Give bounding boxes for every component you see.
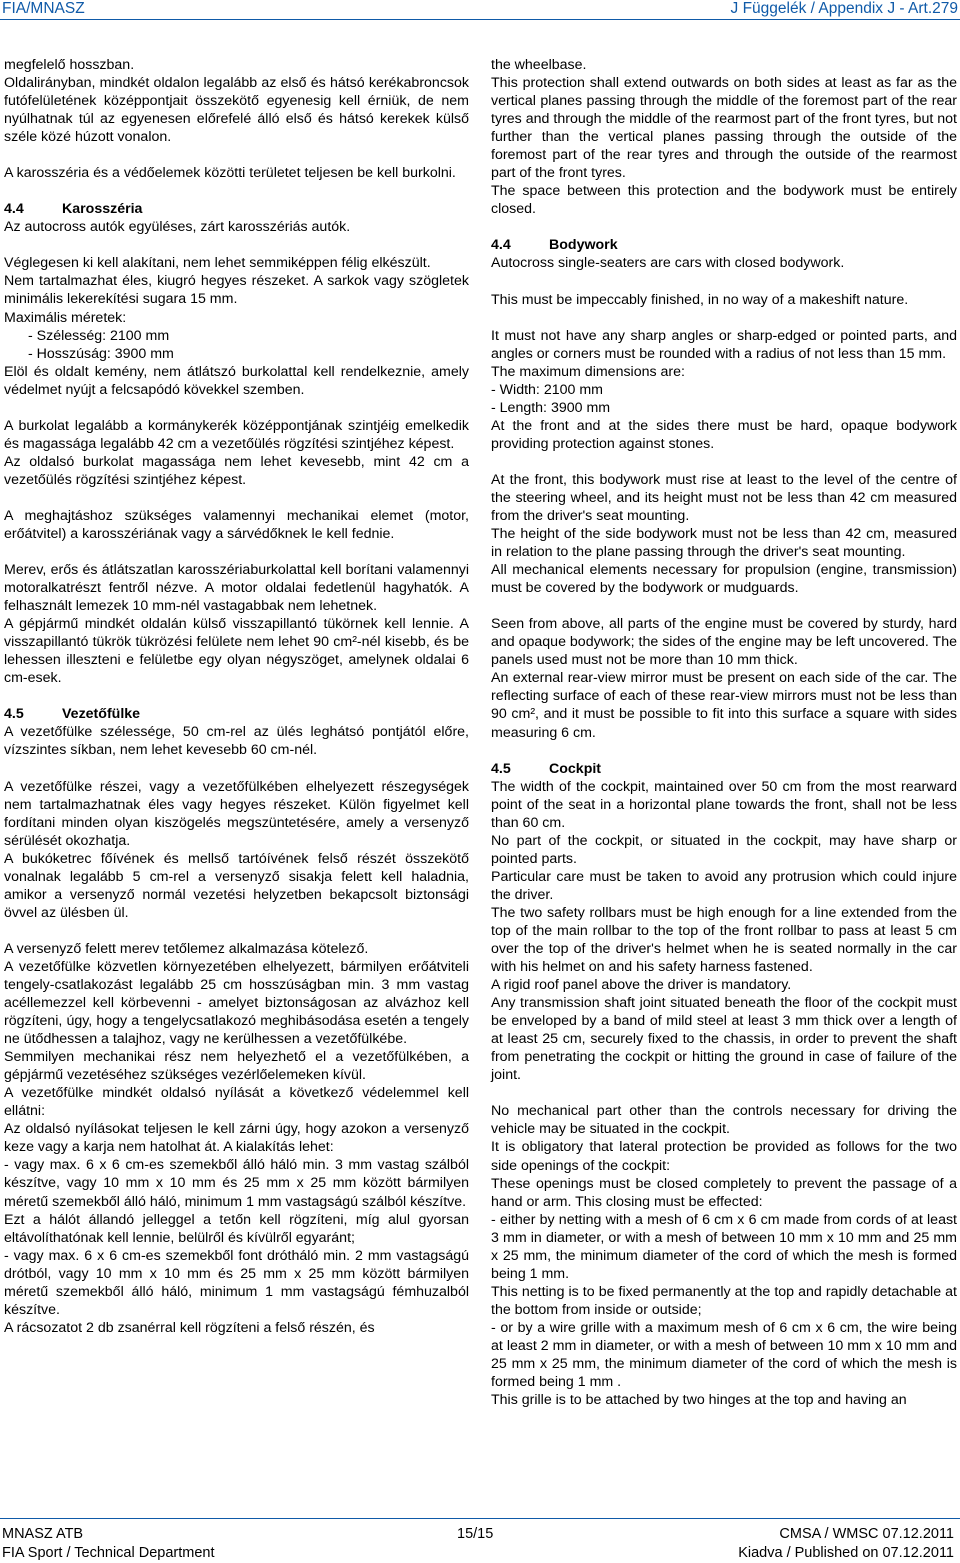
section-title: Bodywork [549, 237, 618, 254]
paragraph: No mechanical part other than the controls necessary for driving the vehicle may be situated in the cockpit. [491, 1103, 957, 1138]
paragraph: At the front and at the sides there must be hard, opaque bodywork providing protection against stones. [491, 417, 957, 452]
paragraph: This netting is to be fixed permanently at the top and rapidly detachable at the bottom from inside or outside; [491, 1283, 957, 1318]
paragraph: It must not have any sharp angles or sharp-edged or pointed parts, and angles or corners must be rounded with a radius of not less than 15 mm. [491, 327, 957, 362]
paragraph: Autocross single-seaters are cars with closed bodywork. [491, 255, 845, 272]
paragraph: - vagy max. 6 x 6 cm-es szemekből álló háló min. 3 mm vastag szálból készítve, vagy 10 mm x 10 mm és 25 mm x 25 mm között bármilyen méretű szemekből álló háló, minimum 1 mm vastagságú szálból készítve. [4, 1157, 469, 1210]
english-column [491, 56, 957, 1409]
paragraph: - either by netting with a mesh of 6 cm x 6 cm made from cords of at least 3 mm in diameter, or with a mesh of between 10 mm x 10 mm and 25 mm x 25 mm, the minimum diameter of the cord of which the mesh is formed being 1 mm. [491, 1211, 957, 1282]
footer-left-bottom: FIA Sport / Technical Department [2, 1545, 215, 1561]
paragraph: A karosszéria és a védőelemek közötti területet teljesen be kell burkolni. [4, 165, 456, 182]
section-heading [4, 705, 469, 723]
paragraph: The height of the side bodywork must not be less than 42 cm, measured in relation to the plane passing through the driver's seat mounting. [491, 526, 957, 561]
paragraph: Particular care must be taken to avoid any protrusion which could injure the driver. [491, 868, 957, 903]
section-heading [4, 200, 469, 218]
page-footer [0, 1521, 960, 1561]
paragraph: - or by a wire grille with a maximum mesh of 6 cm x 6 cm, the wire being at least 2 mm in diameter, or with a mesh of between 10 mm x 10 mm and 25 mm x 25 mm, the minimum diameter of the cord of which the mesh is formed being 1 mm . [491, 1319, 957, 1391]
paragraph: megfelelő hosszban. [4, 57, 135, 73]
section-number: 4.5 [4, 706, 24, 723]
paragraph: A rácsozatot 2 db zsanérral kell rögzíteni a felső részén, és [4, 1319, 375, 1336]
section-number: 4.5 [491, 760, 511, 777]
paragraph: - Width: 2100 mm [491, 381, 603, 398]
paragraph: A versenyző felett merev tetőlemez alkalmazása kötelező. [4, 940, 369, 957]
section-number: 4.4 [4, 201, 24, 218]
header-left-text: FIA/MNASZ [2, 0, 85, 17]
paragraph: A bukóketrec főívének és mellső tartóívének felső részét összekötő vonalnak legalább 5 cm-rel a versenyző sisakja felett kell haladnia, amikor a versenyző normál vezetési helyzetben bekapcsolt biztonsági övvel az ülésben ül. [4, 850, 469, 921]
footer-right-bottom: Kiadva / Published on 07.12.2011 [738, 1545, 954, 1561]
paragraph: - Szélesség: 2100 mm [28, 327, 170, 344]
paragraph: Any transmission shaft joint situated beneath the floor of the cockpit must be enveloped by a band of mild steel at least 3 mm thick over a length of at least 25 cm, securely fixed to the chassis, in order to prevent the shaft from penetrating the cockpit or hitting the ground in case of failure of the joint. [491, 995, 957, 1084]
paragraph: At the front, this bodywork must rise at least to the level of the centre of the steering wheel, and its height must not be less than 42 cm measured from the driver's seat mounting. [491, 471, 957, 524]
paragraph: The two safety rollbars must be high enough for a line extended from the top of the main rollbar to the top of the front rollbar to pass at least 5 cm over the top of the driver's helmet when he is seated normally in the car with his helmet on and his safety harness fastened. [491, 904, 957, 976]
paragraph: Oldalirányban, mindkét oldalon legalább az első és hátsó kerékabroncsok futófelületének középpontjait összekötő egyenesig kell érniük, de nem nyúlhatnak túl az egyenesen előrefelé álló első és hátsó kerekek külső széle közé húzott vonalon. [4, 75, 469, 146]
header-rule [0, 19, 960, 20]
paragraph: A vezetőfülke szélessége, 50 cm-rel az ülés leghátsó pontjától előre, vízszintes síkban, nem lehet kevesebb 60 cm-nél. [4, 724, 469, 759]
paragraph: Semmilyen mechanikai rész nem helyezhető el a vezetőfülkében, a gépjármű vezetéséhez szükséges vezérlőelemeken kívül. [4, 1049, 469, 1084]
paragraph: Maximális méretek: [4, 309, 127, 326]
paragraph: Nem tartalmazhat éles, kiugró hegyes részeket. A sarkok vagy szögletek minimális lekerekítési sugara 15 mm. [4, 273, 469, 308]
paragraph: This protection shall extend outwards on both sides at least as far as the vertical planes passing through the middle of the foremost part of the rear tyres and through the middle of the rearmost part of the front tyres, but not further than the vertical planes passing through the outside of the foremost part of the rear tyres and through the outside of the rearmost part of the front tyres. [491, 75, 957, 182]
paragraph: All mechanical elements necessary for propulsion (engine, transmission) must be covered by the bodywork or mudguards. [491, 562, 957, 597]
paragraph: The width of the cockpit, maintained over 50 cm from the most rearward point of the seat in a horizontal plane towards the front, shall not be less than 60 cm. [491, 778, 957, 831]
footer-page-number: 15/15 [457, 1526, 494, 1542]
paragraph: An external rear-view mirror must be present on each side of the car. The reflecting surface of each of these rear-view mirrors must not be less than 90 cm², and it must be possible to fit into this surface a square with sides measuring 6 cm. [491, 670, 957, 741]
section-heading [491, 760, 957, 778]
paragraph: This grille is to be attached by two hinges at the top and having an [491, 1392, 907, 1409]
header-right-text: J Függelék / Appendix J - Art.279 [730, 0, 958, 17]
paragraph: A meghajtáshoz szükséges valamennyi mechanikai elemet (motor, erőátvitel) a karosszériának vagy a sárvédőknek le kell fednie. [4, 507, 469, 542]
paragraph: A rigid roof panel above the driver is mandatory. [491, 977, 792, 994]
paragraph: Az oldalsó nyílásokat teljesen le kell zárni úgy, hogy azokon a versenyző keze vagy a karja nem hatolhat át. A kialakítás lehet: [4, 1121, 469, 1156]
section-heading [491, 236, 957, 254]
paragraph: the wheelbase. [491, 57, 587, 73]
paragraph: Az oldalsó burkolat magassága nem lehet kevesebb, mint 42 cm a vezetőülés rögzítési szintjéhez képest. [4, 453, 469, 488]
paragraph: A vezetőfülke közvetlen környezetében elhelyezett, bármilyen erőátviteli tengely-csatlakozást legalább 25 cm hosszúságban min. 3 mm vastag acéllemezzel kell körbevenni - amelyet biztonságosan az alvázhoz kell rögzíteni, úgy, hogy a tengelycsatlakozó meghibásodása esetén a tengely ne ütődhessen a talajhoz, vagy ne kerülhessen a vezetőfülkébe. [4, 958, 469, 1048]
section-title: Cockpit [549, 760, 602, 777]
paragraph: A vezetőfülke mindkét oldalsó nyílását a következő védelemmel kell ellátni: [4, 1085, 469, 1120]
hungarian-column [4, 56, 469, 1337]
section-title: Vezetőfülke [62, 706, 141, 723]
paragraph: Seen from above, all parts of the engine must be covered by sturdy, hard and opaque bodywork; the sides of the engine may be left uncovered. The panels used must not be more than 10 mm thick. [491, 616, 957, 669]
footer-rule [0, 1518, 960, 1519]
section-title: Karosszéria [62, 201, 143, 218]
paragraph: It is obligatory that lateral protection be provided as follows for the two side openings of the cockpit: [491, 1139, 957, 1174]
paragraph: The maximum dimensions are: [491, 363, 685, 380]
paragraph: Az autocross autók együléses, zárt karosszériás autók. [4, 219, 351, 236]
paragraph: Ezt a hálót állandó jelleggel a tetőn kell rögzíteni, míg alul gyorsan eltávolíthatónak kell lennie, belülről és kívülről egyaránt; [4, 1211, 469, 1246]
page-header [0, 0, 960, 17]
section-number: 4.4 [491, 237, 511, 254]
paragraph: - Length: 3900 mm [491, 399, 611, 416]
footer-right-top: CMSA / WMSC 07.12.2011 [779, 1526, 954, 1542]
paragraph: This must be impeccably finished, in no way of a makeshift nature. [491, 291, 909, 308]
paragraph: A gépjármű mindkét oldalán külső visszapillantó tükörnek kell lennie. A visszapillantó tükrök tükrözési felülete nem lehet 90 cm²-nél kisebb, és be lehessen illeszteni e felületbe egy olyan négyszöget, amelynek oldalai 6 cm-esek. [4, 616, 469, 687]
paragraph: - vagy max. 6 x 6 cm-es szemekből font drótháló min. 2 mm vastagságú drótból, vagy 10 mm x 10 mm és 25 mm x 25 mm között bármilyen méretű szemekből álló háló, minimum 1 mm vastagságú fémhuzalból készítve. [4, 1247, 469, 1318]
paragraph: - Hosszúság: 3900 mm [28, 345, 174, 362]
paragraph: These openings must be closed completely to prevent the passage of a hand or arm. This closing must be effected: [491, 1175, 957, 1210]
paragraph: The space between this protection and the bodywork must be entirely closed. [491, 183, 957, 218]
paragraph: Véglegesen ki kell alakítani, nem lehet semmiképpen félig elkészült. [4, 255, 431, 272]
footer-left-top: MNASZ ATB [2, 1526, 84, 1542]
paragraph: A vezetőfülke részei, vagy a vezetőfülkében elhelyezett részegységek nem tartalmazhatnak éles vagy hegyes részeket. Külön figyelmet kell fordítani minden olyan kiszögelés megszüntetésére, amely a versenyző sérülését okozhatja. [4, 778, 469, 849]
paragraph: Elöl és oldalt kemény, nem átlátszó burkolattal kell rendelkeznie, amely védelmet nyújt a felcsapódó kövekkel szemben. [4, 363, 469, 398]
paragraph: No part of the cockpit, or situated in the cockpit, may have sharp or pointed parts. [491, 832, 957, 867]
paragraph: A burkolat legalább a kormánykerék középpontjának szintjéig emelkedik és magassága legalább 42 cm a vezetőülés rögzítési szintjéhez képest. [4, 417, 469, 452]
paragraph: Merev, erős és átlátszatlan karosszériaburkolattal kell borítani valamennyi motoralkatrészt fentről nézve. A motor oldalai fedetlenül hagyhatók. A felhasznált lemezek 10 mm-nél vastagabbak nem lehetnek. [4, 562, 469, 615]
